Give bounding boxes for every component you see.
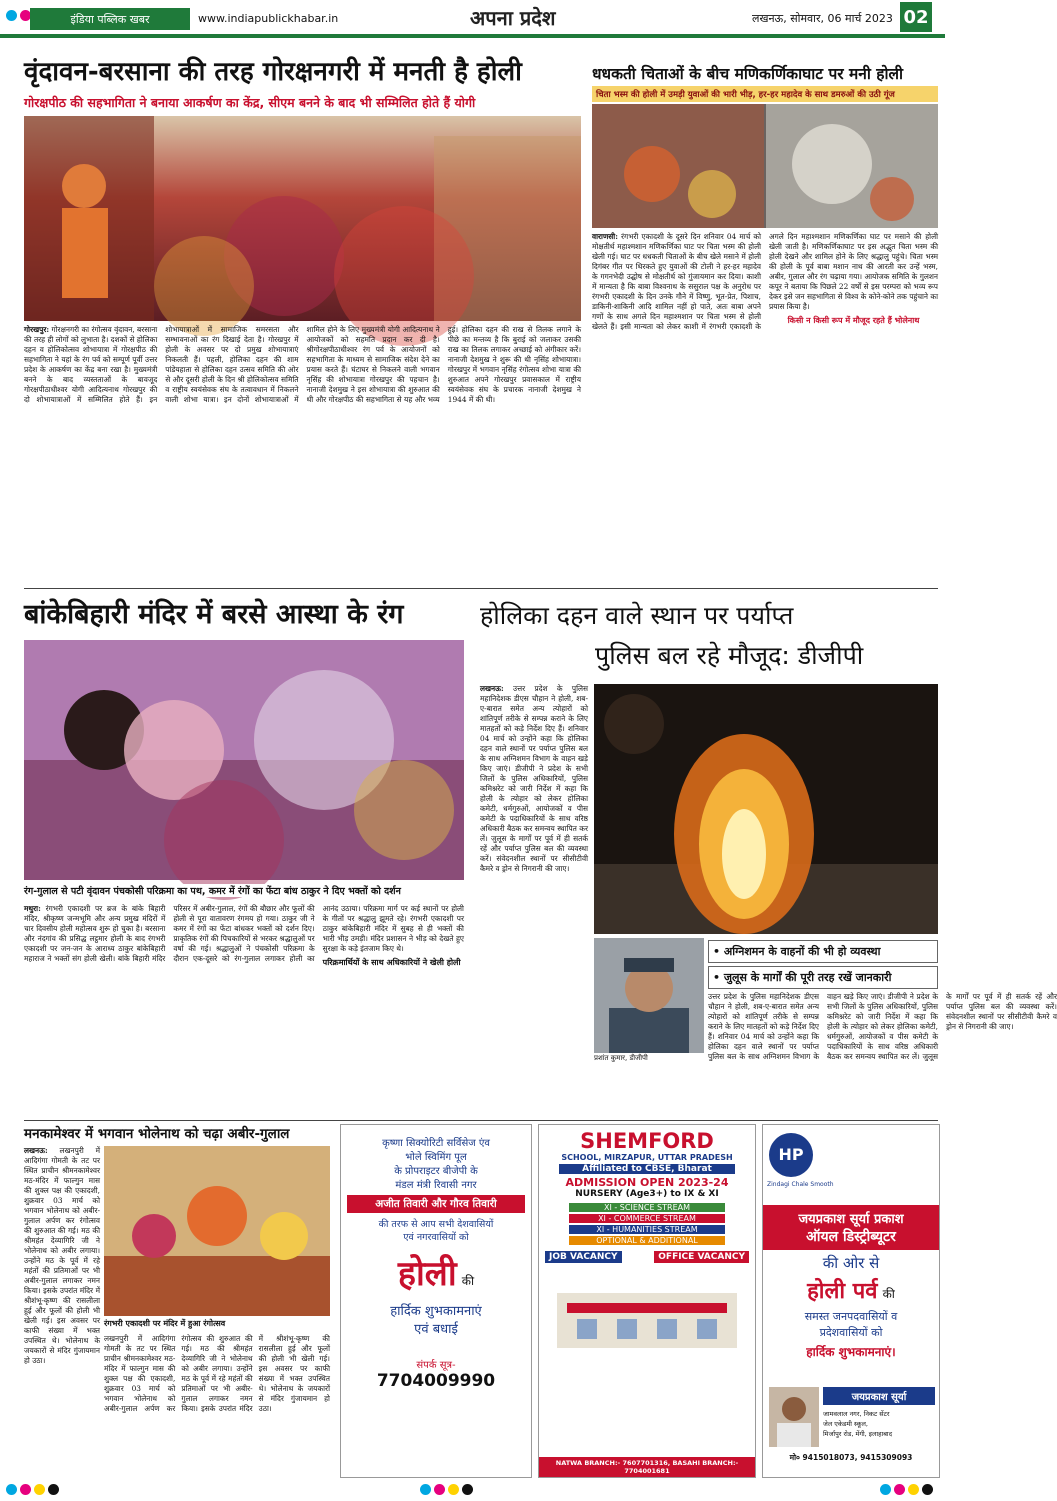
banke-bihari-holi-image — [24, 640, 464, 880]
ad2-affiliation: Affiliated to CBSE, Bharat — [559, 1164, 735, 1174]
ad3-holi: होली पर्व — [807, 1279, 878, 1304]
ad3-title1: जयप्रकाश सूर्या प्रकाश — [798, 1212, 904, 1227]
dgp-photo — [594, 938, 704, 1053]
ad2-school: SCHOOL, MIRZAPUR, UTTAR PRADESH — [561, 1153, 733, 1162]
masthead — [0, 0, 945, 48]
ad1-holi: होली — [397, 1254, 457, 1294]
story4-bullets — [708, 940, 938, 989]
ad2-classes: NURSERY (Age3+) to IX & XI — [575, 1189, 719, 1199]
mankameshwar-temple-image — [104, 1146, 330, 1316]
bottom-color-bar — [880, 1484, 933, 1495]
story5-body-cont — [104, 1334, 330, 1476]
story2-subhead-bg — [592, 86, 938, 102]
ad1-ki: की — [461, 1274, 475, 1288]
story3-subhead: परिक्रमार्थियों के साथ अधिकारियों ने खेली होली — [322, 958, 461, 967]
story4-photo — [594, 684, 938, 934]
ad-hp-oil-distributor — [762, 1124, 940, 1478]
story1-dateline: गोरखपुर: — [24, 325, 50, 334]
ad3-ki: की — [882, 1287, 895, 1301]
school-building-image — [547, 1283, 747, 1353]
story1-body — [24, 325, 581, 585]
ad1-line2: भोले स्विमिंग पूल — [405, 1152, 467, 1163]
divider — [24, 1120, 938, 1121]
ad2-brand: SHEMFORD — [580, 1129, 714, 1153]
hp-logo: HP — [769, 1133, 813, 1177]
stream-item: XI - COMMERCE STREAM — [569, 1214, 725, 1223]
story5-headline: मनकामेश्वर में भगवान भोलेनाथ को चढ़ा अबीर-गुलाल — [24, 1126, 290, 1142]
ad-security-holi — [340, 1124, 532, 1478]
story3-caption: रंग-गुलाल से पटी वृंदावन पंचकोसी परिक्रमा का पथ, कमर में रंगों का फेंटा बांध ठाकुर ने दिए भक्तों को दर्शन — [24, 886, 401, 897]
story5-caption: रंगभरी एकादशी पर मंदिर में हुआ रंगोत्सव — [104, 1319, 226, 1328]
ad3-addr2: जेल एकेडमी स्कूल, — [823, 1420, 868, 1428]
story5-text-cont: लखनपुरी में आदिगंगा गोमती के तट पर स्थित प्राचीन श्रीमनकामेश्वर मठ-मंदिर में फाल्गुन मास की शुक्ल पक्ष की एकादशी, शुक्रवार 03 मार्च को भगवान भोलेनाथ को अबीर-गुलाल अर्पण कर रंगोत्सव की शुरुआत की गई। मठ की श्रीमहंत देव्यागिरि जी ने भोलेनाथ को अबीर लगाया। उन्होंने मठ के पूर्व में रहे महंतों की प्रतिमाओं पर भी अबीर-गुलाल लगाकर नमन किया। इसके उपरांत मंदिर में श्रीशंभू-कृष्ण की रासलीला हुई और फूलों की होली भी खेली गई। इस अवसर पर काफी संख्या में भक्त उपस्थित थे। भोलेनाथ के जयकारों से मंदिर गुंजायमान हो उठा। — [104, 1334, 330, 1413]
ad1-line3: के प्रोपराइटर बीजेपी के — [394, 1166, 478, 1177]
story1-headline: वृंदावन-बरसाना की तरह गोरक्षनगरी में मनती है होली — [24, 57, 522, 87]
issue-date: लखनऊ, सोमवार, 06 मार्च 2023 — [752, 12, 893, 25]
ad1-wish: हार्दिक शुभकामनाएं — [390, 1304, 482, 1319]
ad3-line2: प्रदेशवासियों को — [819, 1326, 883, 1339]
story2-headline: धधकती चिताओं के बीच मणिकर्णिकाघाट पर मनी होली — [592, 65, 904, 83]
ad3-addr3: मिर्जापुर रोड, मेंगी, इलाहाबाद — [823, 1430, 893, 1438]
page-number: 02 — [900, 2, 932, 32]
ad3-line1: समस्त जनपदवासियों व — [804, 1310, 898, 1323]
registration-dots — [6, 10, 31, 21]
holi-procession-image — [24, 116, 581, 321]
story5-dateline: लखनऊ: — [24, 1146, 48, 1155]
ad1-line1: कृष्णा सिक्योरिटी सर्विसेज एंव — [382, 1138, 490, 1149]
divider — [24, 588, 938, 589]
story2-box-heading: किसी न किसी रूप में मौजूद रहते हैं भोलेनाथ — [787, 316, 920, 325]
ad2-job: JOB VACANCY — [545, 1251, 622, 1263]
story4-text: उत्तर प्रदेश के पुलिस महानिदेशक डीएस चौहान ने होली, शब-ए-बारात समेत अन्य त्योहारों को शांतिपूर्ण तरीके से सम्पन्न कराने के लिए मातहतों को कड़े निर्देश दिए हैं। शनिवार 04 मार्च को उन्होंने कहा कि होलिका दहन वाले स्थानों पर पर्याप्त पुलिस बल के साथ अग्निशमन विभाग के वाहन खड़े किए जाएं। डीजीपी ने प्रदेश के सभी जिलों के पुलिस अधिकारियों, पुलिस कमिश्नरेट को जारी निर्देश में कहा कि होली के त्योहार को लेकर होलिका कमेटी, धर्मगुरुओं, आयोजकों व पीस कमेटी के पदाधिकारियों के साथ वरिष्ठ अधिकारी बैठक कर समन्वय स्थापित कर लें। जुलूस के मार्गों पर पूर्व में ही सतर्क रहें और पर्याप्त पुलिस बल की व्यवस्था करें। संवेदनशील स्थानों पर सीसीटीवी कैमरे व ड्रोन से निगरानी की जाए। — [480, 684, 588, 873]
proprietor-photo — [769, 1387, 819, 1447]
ad-shemford-school — [538, 1124, 756, 1478]
stream-item: OPTIONAL & ADDITIONAL — [569, 1236, 725, 1245]
story1-text: गोरक्षनगरी का रंगोत्सव वृंदावन, बरसाना की तरह ही लोगों को लुभाता है। दशकों से होलिका दहन व होलिकोत्सव शोभायात्रा में गोरक्षपीठ की सहभागिता ने यहां के रंग पर्व को सम्पूर्ण पूर्वी उत्तर प्रदेश के आकर्षण का केंद्र बना रखा है। मुख्यमंत्री बनने के बाद व्यस्तताओं के बावजूद गोरक्षपीठाधीश्वर योगी आदित्यनाथ गोरखपुर की दो शोभायात्राओं में सम्मिलित होते हैं। इन शोभायात्राओं में सामाजिक समरसता और सम्भावनाओं का रंग दिखाई देता है। गोरखपुर में होली के अवसर पर दो प्रमुख शोभायात्राएं निकलती हैं। पहली, होलिका दहन की शाम पांडेयहाता से होलिका दहन उत्सव समिति की ओर से और दूसरी होली के दिन श्री होलिकोत्सव समिति व राष्ट्रीय स्वयंसेवक संघ के तत्वावधान में निकलने वाली शोभा यात्रा। इन दोनों शोभायात्राओं में शामिल होने के लिए मुख्यमंत्री योगी आदित्यनाथ ने आयोजकों को सहमति प्रदान कर दी है। श्रीगोरक्षपीठाधीश्वर रंग पर्व के आयोजनों को सहभागिता के माध्यम से सामाजिक संदेश देने का प्रयास करते हैं। घंटाघर से निकलने वाली भगवान नृसिंह की शोभायात्रा गोरखपुर की पहचान है। नानाजी देशमुख ने इस शोभायात्रा की शुरुआत की थी और गोरक्षपीठ की सहभागिता से यह और भव्य हुई। होलिका दहन की राख से तिलक लगाने के पीछे का मन्तव्य है कि बुराई को जलाकर उसकी राख का तिलक लगाकर अच्छाई को अंगीकार करें। नानाजी देशमुख ने शुरू की थी नृसिंह शोभायात्रा। गोरखपुर में भगवान नृसिंह रंगोत्सव शोभा यात्रा की शुरुआत अपने गोरखपुर प्रवासकाल में राष्ट्रीय स्वयंसेवक संघ के प्रचारक नानाजी देशमुख ने 1944 में की थी। — [24, 325, 581, 404]
ad1-wish2: एवं बधाई — [414, 1322, 458, 1337]
ad1-names: अजीत तिवारी और गौरव तिवारी — [347, 1195, 525, 1213]
story1-subhead: गोरक्षपीठ की सहभागिता ने बनाया आकर्षण का केंद्र, सीएम बनने के बाद भी सम्मिलित होते हैं योगी — [24, 95, 476, 110]
story2-text: रंगभरी एकादशी के दूसरे दिन शनिवार 04 मार्च को मोक्षतीर्थ महाश्मशान मणिकर्णिका घाट पर चिता भस्म की होली खेली गई। घाट पर धधकती चिताओं के बीच खेले मसाने में होली दिगंबर गीत पर थिरकते हुए युवाओं की टोली ने हर-हर महादेव के गगनभेदी उद्घोष से मोक्षतीर्थ को गुंजायमान कर दिया। काशी में मान्यता है कि बाबा विश्वनाथ के ससुराल पक्ष के अनुरोध पर रंगभरी एकादशी के दिन उनके गौने में विष्णु, भूत-प्रेत, पिशाच, डाकिनी-शाकिनी आदि शामिल नहीं हो पाते, अतः बाबा अपने गणों के साथ अगले दिन महाश्मशान पर चिता भस्म से होली खेलते हैं। इसी मान्यता को लेकर काशी में रंगभरी एकादशी के अगले दिन महाश्मशान मणिकर्णिका घाट पर मसाने की होली खेली जाती है। मणिकर्णिकाघाट पर इस अद्भुत चिता भस्म की होली देखने और शामिल होने के लिए श्रद्धालु पहुंचे। चिता भस्म की होली के पूर्व बाबा मशान नाथ की आरती कर उन्हें भस्म, अबीर, गुलाल और रंग चढ़ाया गया। आयोजक समिति के गुलशन कपूर ने बताया कि पिछले 22 वर्षों से इस परम्परा को भव्य रूप देकर इसे जन सहभागिता से विश्व के कोने-कोने तक पहुंचाने का प्रयास किया है। — [592, 232, 938, 331]
ad1-line6: एवं नगरवासियों को — [403, 1232, 469, 1243]
masthead-rule — [0, 34, 945, 38]
dgp-portrait-image — [594, 938, 704, 1053]
ad3-name: जयप्रकाश सूर्या — [823, 1387, 935, 1405]
story2-dateline: वाराणसी: — [592, 232, 618, 241]
ad3-title2: ऑयल डिस्ट्रीब्यूटर — [806, 1229, 896, 1245]
story5-photo — [104, 1146, 330, 1316]
bottom-color-bar — [420, 1484, 473, 1495]
story4-headline-1: होलिका दहन वाले स्थान पर पर्याप्त — [480, 601, 794, 630]
website-url: www.indiapublickhabar.in — [198, 12, 339, 25]
story4-body-cont — [708, 992, 1057, 1068]
ad3-wish: हार्दिक शुभकामनाएं। — [806, 1345, 896, 1359]
section-title: अपना प्रदेश — [470, 6, 556, 30]
ad2-admission: ADMISSION OPEN 2023-24 — [565, 1176, 729, 1189]
dgp-caption: प्रशांत कुमार, डीजीपी — [594, 1054, 648, 1062]
story3-text: रंगभरी एकादशी पर ब्रज के बांके बिहारी मंदिर, श्रीकृष्ण जन्मभूमि और अन्य प्रमुख मंदिरों में चार दिवसीय होली महोत्सव शुरू हो चुका है। बरसाना और नंदगांव की प्रसिद्ध लट्ठमार होली के बाद रंगभरी एकादशी पर जन-जन के आराध्य ठाकुर बांकेबिहारी महाराज ने भक्तों संग होली खेली। बांके बिहारी मंदिर परिसर में अबीर-गुलाल, रंगों की बौछार और फूलों की होली से पूरा वातावरण रंगमय हो गया। ठाकुर जी ने कमर में रंगों का फेंटा बांधकर भक्तों को दर्शन दिए। प्राकृतिक रंगों की पिचकारियों से भरकर श्रद्धालुओं पर वर्षा की गई। श्रद्धालुओं ने पंचकोसी परिक्रमा के दौरान एक-दूसरे को रंग-गुलाल लगाकर होली का आनंद उठाया। परिक्रमा मार्ग पर कई स्थानों पर होली के गीतों पर श्रद्धालु झूमते रहे। रंगभरी एकादशी पर ठाकुर बांकेबिहारी मंदिर में सुबह से ही भक्तों की भारी भीड़ उमड़ी। मंदिर प्रशासन ने भीड़ को देखते हुए सुरक्षा के कड़े इंतजाम किए थे। — [24, 904, 464, 963]
story5-text: लखनपुरी में आदिगंगा गोमती के तट पर स्थित प्राचीन श्रीमनकामेश्वर मठ-मंदिर में फाल्गुन मास की शुक्ल पक्ष की एकादशी, शुक्रवार 03 मार्च को भगवान भोलेनाथ को अबीर-गुलाल अर्पण कर रंगोत्सव की शुरुआत की गई। मठ की श्रीमहंत देव्यागिरि जी ने भोलेनाथ को अबीर लगाया। उन्होंने मठ के पूर्व में रहे महंतों की प्रतिमाओं पर भी अबीर-गुलाल लगाकर नमन किया। इसके उपरांत मंदिर में श्रीशंभू-कृष्ण की रासलीला हुई और फूलों की होली भी खेली गई। इस अवसर पर काफी संख्या में भक्त उपस्थित थे। भोलेनाथ के जयकारों से मंदिर गुंजायमान हो उठा। — [24, 1146, 100, 1365]
story4-text-cont: उत्तर प्रदेश के पुलिस महानिदेशक डीएस चौहान ने होली, शब-ए-बारात समेत अन्य त्योहारों को शांतिपूर्ण तरीके से सम्पन्न कराने के लिए मातहतों को कड़े निर्देश दिए हैं। शनिवार 04 मार्च को उन्होंने कहा कि होलिका दहन वाले स्थानों पर पर्याप्त पुलिस बल के साथ अग्निशमन विभाग के वाहन खड़े किए जाएं। डीजीपी ने प्रदेश के सभी जिलों के पुलिस अधिकारियों, पुलिस कमिश्नरेट को जारी निर्देश में कहा कि होली के त्योहार को लेकर होलिका कमेटी, धर्मगुरुओं, आयोजकों व पीस कमेटी के पदाधिकारियों के साथ वरिष्ठ अधिकारी बैठक कर समन्वय स्थापित कर लें। जुलूस के मार्गों पर पूर्व में ही सतर्क रहें और पर्याप्त पुलिस बल की व्यवस्था करें। संवेदनशील स्थानों पर सीसीटीवी कैमरे व ड्रोन से निगरानी की जाए। — [708, 992, 1057, 1061]
story1-photo — [24, 116, 581, 321]
stream-item: XI - SCIENCE STREAM — [569, 1203, 725, 1212]
bullet-text: अग्निशमन के वाहनों की भी हो व्यवस्था — [723, 945, 881, 958]
ad3-phone: मो० 9415018073, 9415309093 — [789, 1453, 913, 1462]
story5-body — [24, 1146, 100, 1476]
story4-dateline: लखनऊ: — [480, 684, 504, 693]
bullet-text: जुलूस के मार्गों की पूरी तरह रखें जानकारी — [723, 971, 892, 984]
story3-body — [24, 904, 464, 1114]
stream-item: XI - HUMANITIES STREAM — [569, 1225, 725, 1234]
ad3-title3: की ओर से — [822, 1254, 880, 1272]
ad1-contact: संपर्क सूत्र- — [416, 1360, 456, 1371]
bullet-item: • अग्निशमन के वाहनों की भी हो व्यवस्था — [708, 940, 938, 963]
ad1-line4: मंडल मंत्री रिवासी नगर — [395, 1180, 477, 1191]
story2-subhead: चिता भस्म की होली में उमड़ी युवाओं की भारी भीड़, हर-हर महादेव के साथ डमरुओं की उठी गूंज — [596, 90, 895, 100]
story4-headline-2: पुलिस बल रहे मौजूद: डीजीपी — [595, 641, 864, 670]
ad1-phone: 7704009990 — [376, 1371, 496, 1391]
publication-name: इंडिया पब्लिक खबर — [30, 8, 190, 30]
ad3-tagline: Zindagi Chale Smooth — [767, 1181, 834, 1188]
ad2-office: OFFICE VACANCY — [654, 1251, 749, 1263]
ad1-line5: की तरफ से आप सभी देशवासियों — [378, 1219, 494, 1230]
ad2-branches: NATWA BRANCH:- 7607701316, BASAHI BRANCH:- 7704001681 — [539, 1457, 755, 1477]
bottom-color-bar — [6, 1484, 59, 1495]
manikarnika-ghat-image — [592, 104, 938, 228]
story3-dateline: मथुरा: — [24, 904, 41, 913]
holika-bonfire-image — [594, 684, 938, 934]
bullet-item: • जुलूस के मार्गों की पूरी तरह रखें जानकारी — [708, 966, 938, 989]
ad3-addr1: जामवलाल नगर, निकट सेंटर — [823, 1410, 890, 1418]
story4-body — [480, 684, 588, 1068]
story3-headline: बांकेबिहारी मंदिर में बरसे आस्था के रंग — [24, 599, 404, 630]
story2-body — [592, 232, 938, 582]
story2-photo — [592, 104, 938, 228]
story3-photo — [24, 640, 464, 880]
